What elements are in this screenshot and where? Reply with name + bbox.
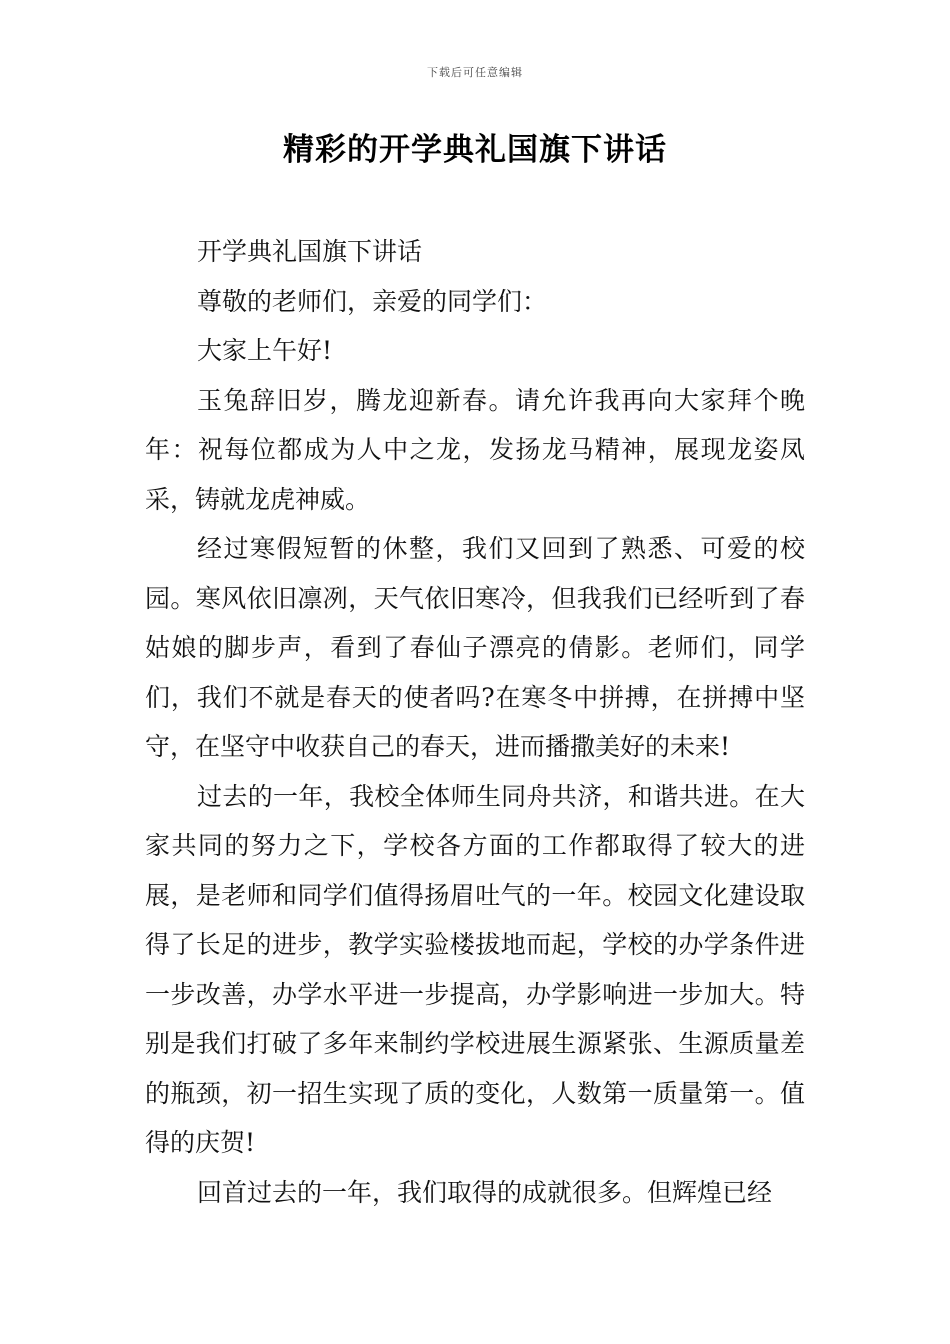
header-note: 下载后可任意编辑	[427, 66, 523, 79]
paragraph-looking-back: 回首过去的一年，我们取得的成就很多。但辉煌已经	[197, 1177, 773, 1207]
paragraph-past-year: 过去的一年，我校全体师生同舟共济，和谐共进。在大家共同的努力之下，学校各方面的工作都取得了较大的进展，是老师和同学们值得扬眉吐气的一年。校园文化建设取得了长足的进步，教学实验楼拔地而起，学校的办学条件进一步改善，办学水平进一步提高，办学影响进一步加大。特别是我们打破了多年来制约学校进展生源紧张、生源质量差的瓶颈，初一招生实现了质的变化，人数第一质量第一。值得的庆贺!	[145, 781, 805, 1157]
paragraph-salutation: 尊敬的老师们，亲爱的同学们：	[197, 286, 548, 316]
paragraph-heading: 开学典礼国旗下讲话	[197, 237, 423, 266]
paragraph-greeting: 大家上午好!	[197, 336, 333, 365]
paragraph-new-year-wishes: 玉兔辞旧岁，腾龙迎新春。请允许我再向大家拜个晚年：祝每位都成为人中之龙，发扬龙马精神，展现龙姿凤采，铸就龙虎神威。	[145, 385, 805, 514]
document-title: 精彩的开学典礼国旗下讲话	[283, 132, 667, 168]
document-body	[145, 227, 805, 1217]
paragraph-return-to-campus: 经过寒假短暂的休整，我们又回到了熟悉、可爱的校园。寒风依旧凛冽，天气依旧寒冷，但我我们已经听到了春姑娘的脚步声，看到了春仙子漂亮的倩影。老师们，同学们，我们不就是春天的使者吗?在寒冬中拼搏，在拼搏中坚守，在坚守中收获自己的春天，进而播撒美好的未来!	[145, 534, 805, 761]
